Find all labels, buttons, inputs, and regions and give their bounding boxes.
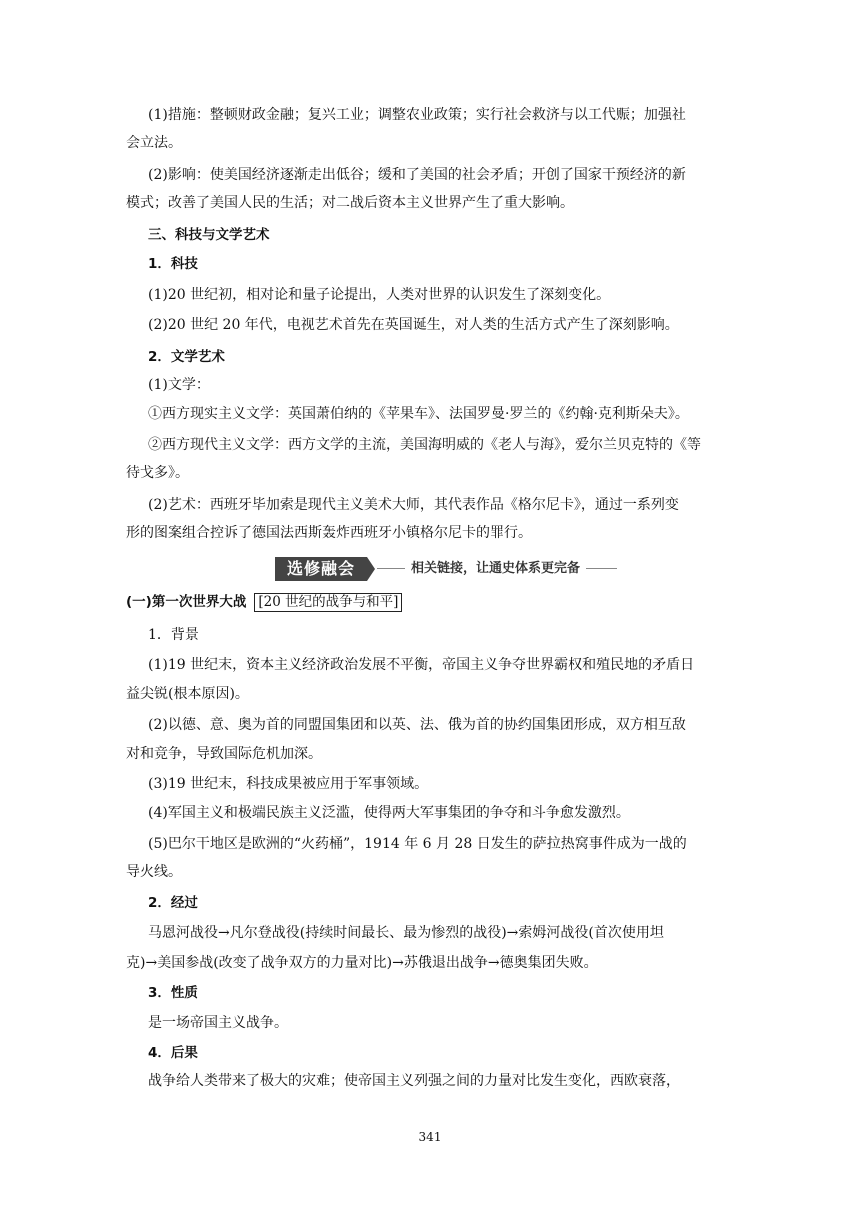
text-line: 形的图案组合控诉了德国法西斯轰炸西班牙小镇格尔尼卡的罪行。 (126, 525, 532, 541)
text-line: 2．经过 (148, 895, 198, 911)
section-tag: [20 世纪的战争与和平] (254, 593, 402, 612)
text-line: ①西方现实主义文学：英国萧伯纳的《苹果车》、法国罗曼·罗兰的《约翰·克利斯朵夫》。 (148, 406, 689, 422)
page-number: 341 (418, 1130, 442, 1144)
text-line: (1)19 世纪末，资本主义经济政治发展不平衡，帝国主义争夺世界霸权和殖民地的矛盾日 (148, 657, 695, 673)
text-line: 对和竞争，导致国际危机加深。 (126, 746, 322, 762)
text-line: (1)文学： (148, 377, 210, 393)
section-banner (275, 557, 617, 581)
banner-arrow-shape (367, 557, 375, 581)
text-line: (2)以德、意、奥为首的同盟国集团和以英、法、俄为首的协约国集团形成，双方相互敌 (148, 717, 686, 733)
text-line: (2)影响：使美国经济逐渐走出低谷；缓和了美国的社会矛盾；开创了国家干预经济的新 (148, 167, 686, 183)
text-line: 3．性质 (148, 985, 198, 1001)
text-line: (2)艺术：西班牙毕加索是现代主义美术大师，其代表作品《格尔尼卡》，通过一系列变 (148, 497, 679, 513)
section-heading: (一)第一次世界大战 (126, 594, 247, 610)
text-line: (3)19 世纪末，科技成果被应用于军事领域。 (148, 776, 429, 792)
text-line: (2)20 世纪 20 年代，电视艺术首先在英国诞生，对人类的生活方式产生了深刻影响。 (148, 317, 679, 333)
text-line: 4．后果 (148, 1045, 198, 1061)
text-line: 1．科技 (148, 256, 198, 272)
text-line: (5)巴尔干地区是欧洲的“火药桶”，1914 年 6 月 28 日发生的萨拉热窝事件成为一战的 (148, 836, 687, 852)
text-line: 1．背景 (148, 627, 199, 643)
text-line: 三、科技与文学艺术 (148, 227, 270, 243)
text-line: 待戈多》。 (126, 465, 189, 481)
text-line: 克)→美国参战(改变了战争双方的力量对比)→苏俄退出战争→德奥集团失败。 (126, 955, 598, 971)
text-line: 益尖锐(根本原因)。 (126, 686, 249, 702)
text-line: 马恩河战役→凡尔登战役(持续时间最长、最为惨烈的战役)→索姆河战役(首次使用坦 (148, 925, 664, 941)
text-line: 导火线。 (126, 864, 182, 880)
text-line: (1)措施：整顿财政金融；复兴工业；调整农业政策；实行社会救济与以工代赈；加强社 (148, 107, 686, 123)
text-line: 会立法。 (126, 135, 182, 151)
banner-subtitle: 相关链接，让通史体系更完备 (405, 559, 586, 579)
section-heading-line (126, 592, 746, 612)
text-line: 2．文学艺术 (148, 349, 225, 365)
text-line: (1)20 世纪初，相对论和量子论提出，人类对世界的认识发生了深刻变化。 (148, 287, 611, 303)
text-line: ②西方现代主义文学：西方文学的主流，美国海明威的《老人与海》，爱尔兰贝克特的《等 (148, 437, 701, 453)
text-line: (4)军国主义和极端民族主义泛滥，使得两大军事集团的争夺和斗争愈发激烈。 (148, 805, 630, 821)
banner-title: 选修融会 (275, 557, 367, 581)
text-line: 是一场帝国主义战争。 (148, 1015, 288, 1031)
text-line: 模式；改善了美国人民的生活；对二战后资本主义世界产生了重大影响。 (126, 195, 574, 211)
text-line: 战争给人类带来了极大的灾难；使帝国主义列强之间的力量对比发生变化，西欧衰落， (148, 1073, 680, 1089)
